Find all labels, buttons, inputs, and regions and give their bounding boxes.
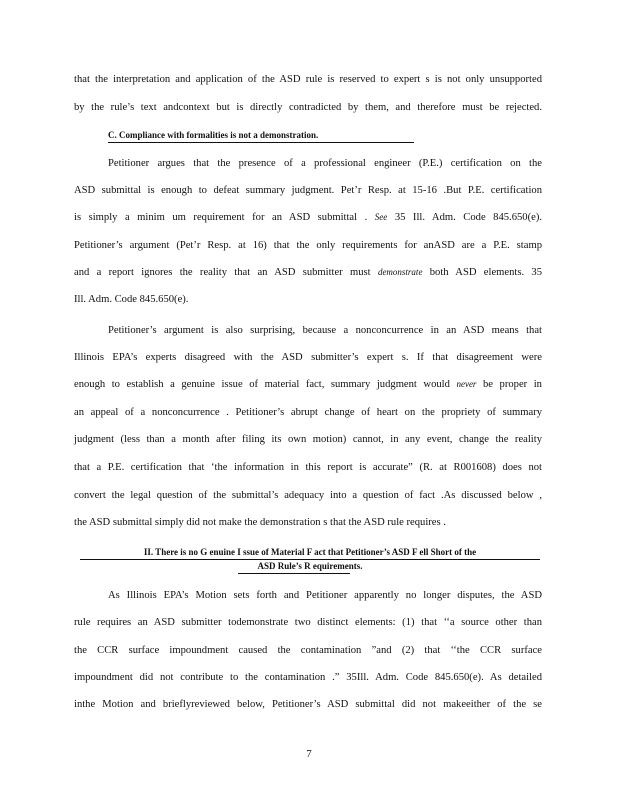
- see-signal: See: [374, 212, 388, 222]
- text-line: the CCR surface impoundment caused the contamination ”and (2) that ‘‘the CCR surface: [74, 645, 542, 656]
- heading-underline: [238, 573, 350, 574]
- page-number: 7: [306, 748, 312, 760]
- section-heading-ii-continued: ASD Rule’s R equirements.: [257, 561, 363, 571]
- text-line: [74, 267, 542, 278]
- text-line: Petitioner’s argument is also surprising, because a nonconcurrence in an ASD means that: [108, 325, 542, 336]
- text-line: that a P.E. certification that ‘the information in this report is accurate” (R. at R001608) does not: [74, 462, 542, 473]
- heading-underline: [80, 559, 540, 560]
- text-line: convert the legal question of the submittal’s adequacy into a question of fact .As discussed below ,: [74, 490, 542, 501]
- text-line: [74, 212, 542, 223]
- text-run: be proper in: [483, 379, 542, 390]
- text-line: Ill. Adm. Code 845.650(e).: [74, 294, 189, 305]
- text-line: that the interpretation and application of the ASD rule is reserved to expert s is not only unsupported: [74, 74, 542, 85]
- text-line: ASD submittal is enough to defeat summary judgment. Pet’r Resp. at 15-16 .But P.E. certification: [74, 185, 542, 196]
- heading-underline: [108, 142, 414, 143]
- text-line: As Illinois EPA’s Motion sets forth and Petitioner apparently no longer disputes, the ASD: [108, 590, 542, 601]
- section-heading-c: C. Compliance with formalities is not a demonstration.: [108, 130, 319, 140]
- emphasis-demonstrate: demonstrate: [377, 267, 423, 277]
- emphasis-never: never: [456, 379, 477, 389]
- text-line: impoundment did not contribute to the contamination .” 35Ill. Adm. Code 845.650(e). As detailed: [74, 672, 542, 683]
- text-line: the ASD submittal simply did not make the demonstration s that the ASD rule requires .: [74, 517, 446, 528]
- text-line: inthe Motion and brieflyreviewed below, Petitioner’s ASD submittal did not makeeither of the se: [74, 699, 542, 710]
- text-line: rule requires an ASD submitter todemonstrate two distinct elements: (1) that ‘‘a source other than: [74, 617, 542, 628]
- text-line: Illinois EPA’s experts disagreed with the ASD submitter’s expert s. If that disagreement were: [74, 352, 542, 363]
- text-line: by the rule’s text andcontext but is directly contradicted by them, and therefore must be rejected.: [74, 102, 542, 113]
- citation: 35 Ill. Adm. Code 845.650(e).: [394, 212, 543, 223]
- text-run: enough to establish a genuine issue of material fact, summary judgment would: [74, 379, 450, 390]
- text-run: and a report ignores the reality that an ASD submitter must: [74, 267, 371, 278]
- text-run: both ASD elements. 35: [429, 267, 542, 278]
- text-line: Petitioner argues that the presence of a professional engineer (P.E.) certification on the: [108, 158, 542, 169]
- section-heading-ii: II. There is no G enuine I ssue of Material F act that Petitioner’s ASD F ell Short of the: [143, 547, 477, 557]
- text-line: Petitioner’s argument (Pet’r Resp. at 16) that the only requirements for anASD are a P.E. stamp: [74, 240, 542, 251]
- text-run: is simply a minim um requirement for an ASD submittal .: [74, 212, 368, 223]
- text-line: [74, 379, 542, 390]
- text-line: judgment (less than a month after filing its own motion) cannot, in any event, change the reality: [74, 434, 542, 445]
- text-line: an appeal of a nonconcurrence . Petitioner’s abrupt change of heart on the propriety of summary: [74, 407, 542, 418]
